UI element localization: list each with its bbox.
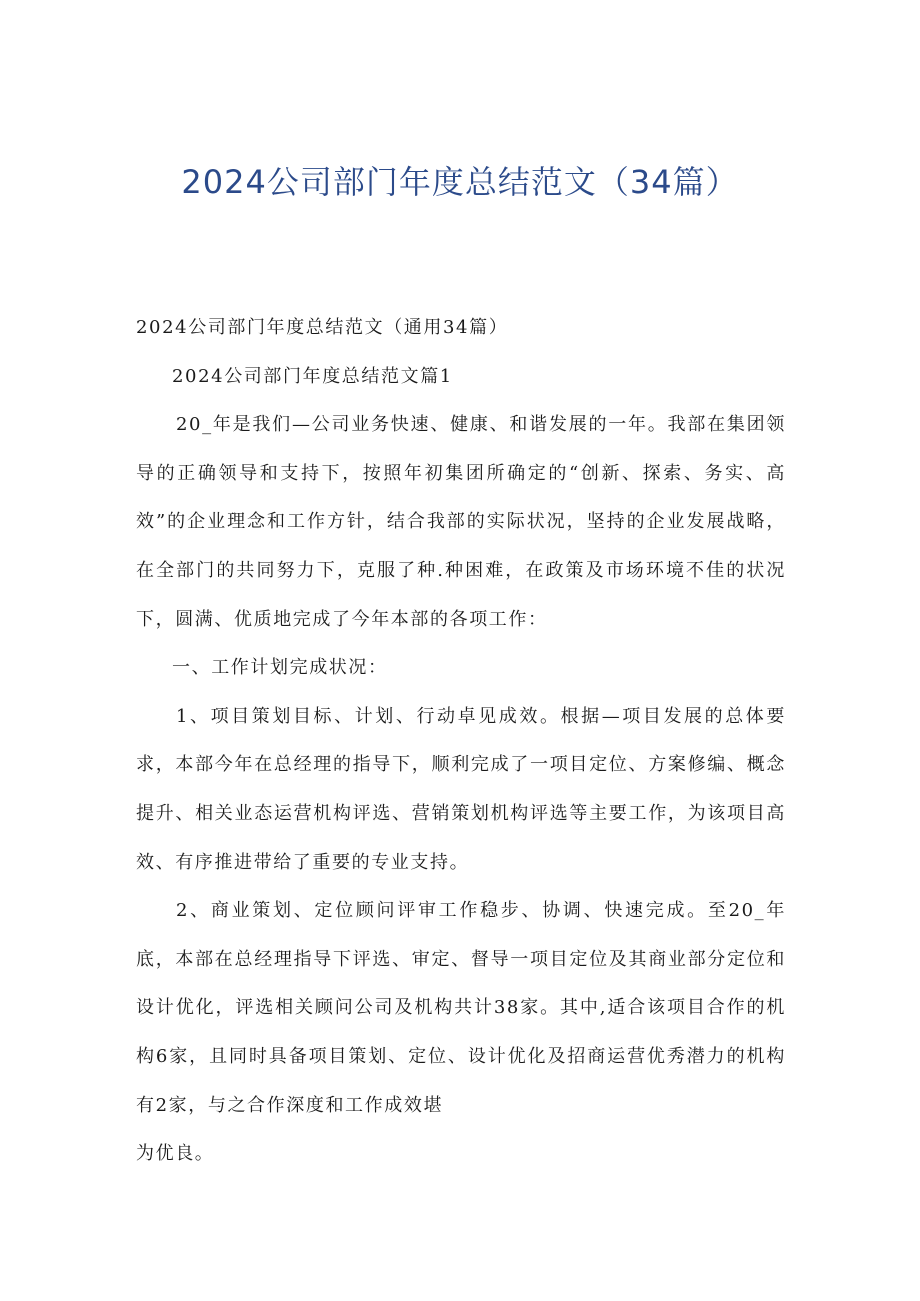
- section-heading: 2024公司部门年度总结范文篇1: [172, 365, 453, 387]
- item-1-paragraph: 1、项目策划目标、计划、行动卓见成效。根据—项目发展的总体要求，本部今年在总经理的指导下，顺利完成了一项目定位、方案修编、概念提升、相关业态运营机构评选、营销策划机构评选等主要工作，为该项目高效、有序推进带给了重要的专业支持。: [136, 705, 786, 873]
- intro-paragraph: 20_年是我们—公司业务快速、健康、和谐发展的一年。我部在集团领导的正确领导和支持下，按照年初集团所确定的“创新、探索、务实、高效”的企业理念和工作方针，结合我部的实际状况，坚持的企业发展战略，在全部门的共同努力下，克服了种.种困难，在政策及市场环境不佳的状况下，圆满、优质地完成了今年本部的各项工作：: [136, 414, 786, 630]
- subtitle-paragraph: 2024公司部门年度总结范文（通用34篇）: [136, 317, 509, 338]
- document-body: [136, 304, 786, 1179]
- list-heading: 一、工作计划完成状况：: [172, 657, 388, 679]
- document-title: 2024公司部门年度总结范文（34篇）: [181, 163, 739, 201]
- item-2-paragraph: 2、商业策划、定位顾问评审工作稳步、协调、快速完成。至20_年底，本部在总经理指导下评选、审定、督导一项目定位及其商业部分定位和设计优化，评选相关顾问公司及机构共计38家。其中,适合该项目合作的机构6家，且同时具备项目策划、定位、设计优化及招商运营优秀潜力的机构有2家，与之合作深度和工作成效堪: [136, 900, 786, 1116]
- continuation-paragraph: 为优良。: [136, 1143, 215, 1165]
